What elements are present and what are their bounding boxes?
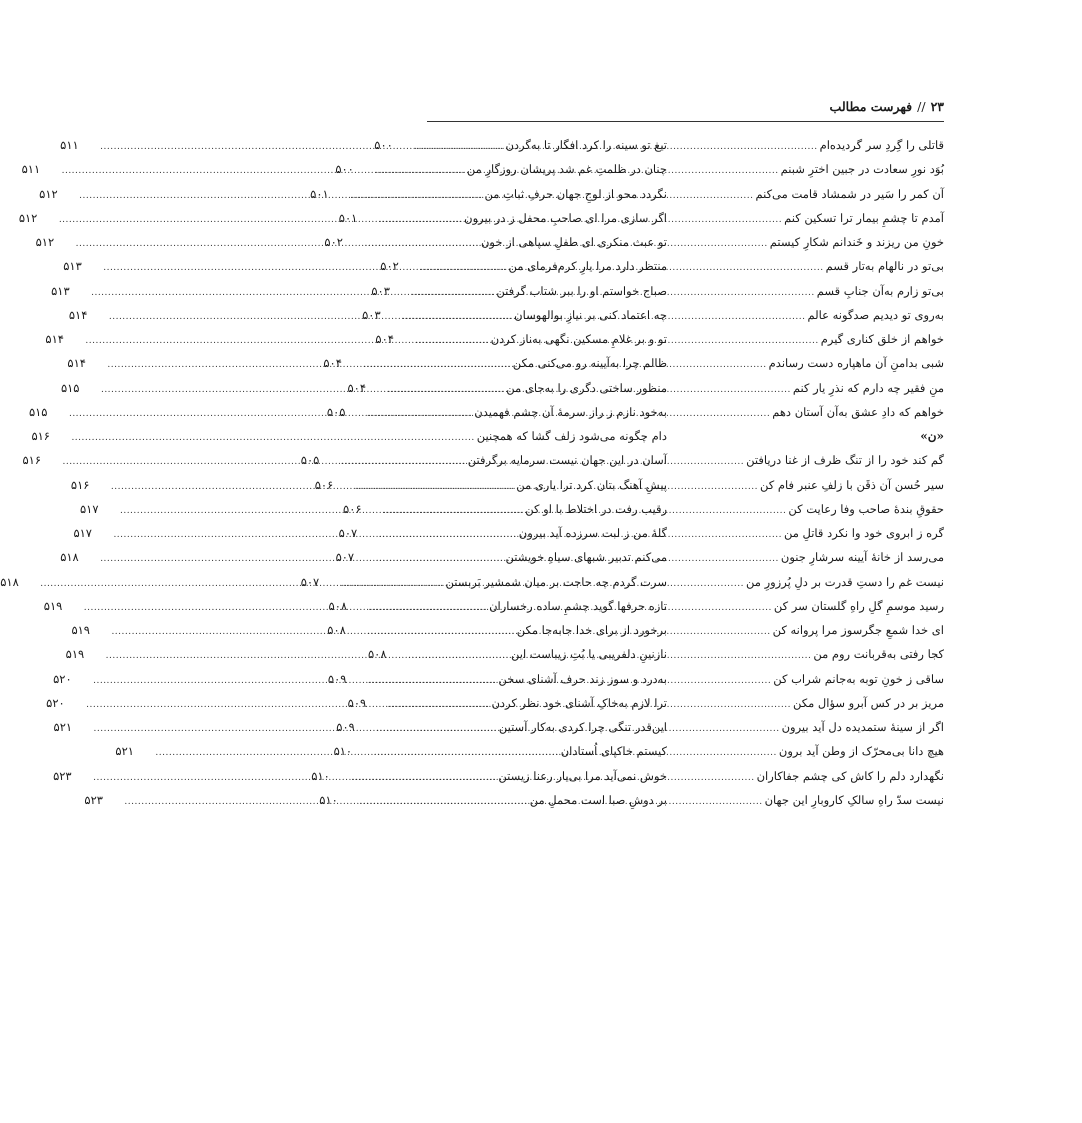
toc-entry-page: ۵۱۶ xyxy=(70,477,90,492)
toc-entry-page: ۵۱۲ xyxy=(39,186,58,201)
toc-entry-page: ۵۰۵ xyxy=(326,404,346,419)
dot-leader xyxy=(109,312,512,322)
dot-leader xyxy=(84,603,487,613)
toc-entry-title: آمدم تا چشمِ بیمار ترا تسکین کنم xyxy=(784,210,944,225)
dot-leader xyxy=(40,579,443,589)
dot-leader xyxy=(155,748,558,758)
toc-entry-title: می‌کنم تدبیر شبهای سیاهِ خویشتن xyxy=(505,550,667,565)
toc-entry-page: ۵۱۷ xyxy=(73,526,92,540)
toc-entry-title: قاتلی را گِردِ سر گردیده‌ام xyxy=(819,138,944,152)
toc-entry-title: رسید موسمِ گلِ راهِ گلستان سر کن xyxy=(773,598,944,613)
toc-entry-title: منتظر دارد مرا یارِ کرم‌فرمای من xyxy=(508,259,667,274)
dot-leader xyxy=(106,651,509,661)
toc-entry-title: می‌رسد از خانهٔ آیینه سرشارِ جنون xyxy=(780,550,944,565)
toc-entry-title: بُوَد نورِ سعادت در جبین اخترِ شبنم xyxy=(780,162,944,177)
toc-entry-page: ۵۱۶ xyxy=(22,453,41,468)
toc-entry[interactable] xyxy=(31,429,667,453)
dot-leader xyxy=(91,288,494,298)
toc-entry-page: ۵۰۴ xyxy=(375,332,394,346)
toc-entry-page: ۵۱۳ xyxy=(51,283,70,298)
toc-entry-page: ۵۲۳ xyxy=(53,768,72,783)
dot-leader xyxy=(79,191,482,201)
toc-entry-title: پیشِ آهنگ بتان کرد ترا یاری من xyxy=(516,477,667,492)
toc-entry-page: ۵۱۲ xyxy=(18,210,38,225)
toc-entry-page: ۵۰۲ xyxy=(380,259,399,274)
toc-entry-page: ۵۱۹ xyxy=(71,623,90,637)
toc-entry-title: گلهٔ من ز لبت سرزده آید بیرون xyxy=(518,526,667,540)
toc-entry-title: تو و بر غلامِ مسکین نگهی به‌ناز کردن xyxy=(490,332,667,346)
toc-entry-page: ۵۰۸ xyxy=(368,647,387,662)
dot-leader xyxy=(62,166,465,176)
toc-entry-page: ۵۱۱ xyxy=(60,138,79,152)
toc-entry-title: سیر حُسن آن ذقَن با زلفِ عنبر فام کن xyxy=(760,477,944,492)
toc-entry-page: ۵۰۵ xyxy=(300,453,320,468)
toc-entry-title: هیچ دانا بی‌محرّک از وطن آید برون xyxy=(778,744,944,759)
toc-entry-title: نیست غم را دستِ قدرت بر دلِ پُرزورِ من xyxy=(746,574,944,589)
toc-entry-title: خواهم از خلق کناری گیرم xyxy=(820,332,944,346)
toc-entry-page: ۵۱۴ xyxy=(45,332,64,346)
toc-entry-page: ۵۰۳ xyxy=(362,307,381,322)
toc-entry-title: به‌درد و سوز زند حرف آشنای سخن xyxy=(498,671,667,686)
toc-entry-title: منظور ساختی دگری را به‌جای من xyxy=(506,380,667,395)
toc-entry-title: تو عبث منکری ای طفلِ سپاهی از خون xyxy=(480,235,667,249)
toc-entry-page: ۵۱۶ xyxy=(31,429,50,443)
dot-leader xyxy=(71,433,474,443)
toc-entry-title: نگردد محو از لوحِ جهان حرفِ ثباتِ من xyxy=(484,186,667,201)
toc-entry-page: ۵۰۰ xyxy=(335,162,354,177)
toc-entry-title: بر دوشِ صبا است محملِ من xyxy=(529,792,667,807)
toc-entry-title: ساقی ز خونِ توبه به‌جانم شراب کن xyxy=(773,671,944,686)
toc-entry-page: ۵۱۹ xyxy=(65,647,85,662)
toc-entry-page: ۵۰۳ xyxy=(371,283,390,298)
dot-leader xyxy=(124,797,527,807)
dot-leader xyxy=(76,239,479,249)
toc-entry-page: ۵۱۴ xyxy=(68,307,88,322)
toc-entry-page: ۵۰۴ xyxy=(347,380,367,395)
dot-leader xyxy=(100,142,503,152)
dot-leader xyxy=(85,336,488,346)
toc-entry-page: ۵۰۶ xyxy=(343,501,362,516)
toc-entry-title: خوش نمی‌آید مرا بی‌یار رعنا زیستن xyxy=(498,768,667,783)
toc-entry-title: منِ فقیر چه دارم که نذرِ یار کنم xyxy=(792,380,944,395)
dot-leader xyxy=(101,385,504,395)
toc-entry-title: به‌خود نازم ز راز سرمهٔ آن چشم فهمیدن xyxy=(474,404,667,419)
toc-entry-page: ۵۰۸ xyxy=(327,623,346,637)
header-rule xyxy=(427,121,944,122)
toc-entry-title: آن کمر را سَیر در شمشاد قامت می‌کنم xyxy=(755,186,944,201)
toc-entry-page: ۵۰۱ xyxy=(338,210,358,225)
toc-entry-title: کجا رفتی به‌قربانت روم من xyxy=(813,647,944,662)
toc-entry-title: اگر سازی مرا ای صاحبِ محفل ز در بیرون xyxy=(464,210,667,225)
dot-leader xyxy=(93,773,496,783)
toc-entry-page: ۵۰۹ xyxy=(347,695,367,710)
toc-entry-title: کیستم خاکپای اُستادان xyxy=(560,744,667,759)
dot-leader xyxy=(59,215,462,225)
toc-entry-page: ۵۱۳ xyxy=(63,259,82,274)
toc-entry-title: دام چگونه می‌شود زلف گشا که همچنین xyxy=(476,429,667,443)
toc-entry-title: آسان در این جهان نیست سرمایه برگرفتن xyxy=(467,453,667,468)
dot-leader xyxy=(62,457,465,467)
toc-entry-page: ۵۱۱ xyxy=(21,162,41,177)
header-separator: // xyxy=(917,98,926,114)
toc-entry-title: خواهم که دادِ عشق به‌آن آستان دهم xyxy=(772,404,944,419)
toc-entry-title: به‌روی تو دیدیم صدگونه عالم xyxy=(807,307,944,322)
toc-entry-page: ۵۱۵ xyxy=(60,380,80,395)
toc-entry-page: ۵۱۴ xyxy=(67,356,86,371)
toc-entry-page: ۵۰۹ xyxy=(336,720,355,734)
toc-entry-page: ۵۰۱ xyxy=(310,186,329,201)
toc-entry-title: گره ز ابروی خود وا نکرد قاتلِ من xyxy=(783,526,944,540)
dot-leader xyxy=(107,360,510,370)
toc-entry-page: ۵۰۷ xyxy=(335,550,355,565)
toc-entry-title: تیغ تو سینه را کرد افگار تا به‌گردن xyxy=(505,138,667,152)
toc-entry-page: ۵۱۰ xyxy=(311,768,330,783)
toc-entry-page: ۵۱۰ xyxy=(333,744,353,759)
dot-leader xyxy=(111,482,514,492)
toc-entry-title: رقیب رفت در اختلاط با او کن xyxy=(525,501,667,516)
toc-entry-title: نیست سدّ راهِ سالکِ کاروبارِ این جهان xyxy=(764,792,944,807)
toc-entry-page: ۵۲۰ xyxy=(53,671,72,686)
toc-entry-page: ۵۰۷ xyxy=(338,526,358,540)
toc-entry-title: ای خدا شمعِ جگرسوز مرا پروانه کن xyxy=(772,623,944,637)
toc-entry-page: ۵۱۹ xyxy=(43,598,63,613)
toc-entry-page: ۵۱۲ xyxy=(35,235,55,249)
toc-entry-page: ۵۱۵ xyxy=(28,404,48,419)
toc-entry-page: ۵۰۲ xyxy=(324,235,343,249)
dot-leader xyxy=(93,676,496,686)
dot-leader xyxy=(111,627,514,637)
toc-entry-title: شبی بدامنِ آن ماهپاره دست رساندم xyxy=(768,356,944,371)
dot-leader xyxy=(103,263,506,273)
toc-entry-title: صباح خواستم او را ببر شتاب گرفتن xyxy=(496,283,667,298)
toc-entry-page: ۵۲۱ xyxy=(115,744,134,759)
toc-entry-title: برخورد از برای خدا جابه‌جا مکن xyxy=(516,623,667,637)
toc-entry-page: ۵۱۸ xyxy=(60,550,79,565)
toc-entry-page: ۵۰۹ xyxy=(327,671,347,686)
toc-entry-title: چنان در ظلمتِ غم شد پریشان روزگارِ من xyxy=(466,162,667,177)
dot-leader xyxy=(113,530,516,540)
toc-entry-title: گم کند خود را از تنگ ظرف از غنا دریافتن xyxy=(746,453,944,468)
toc-entry-title: اگر از سینهٔ ستمدیده دل آید بیرون xyxy=(781,720,944,734)
dot-leader xyxy=(69,409,472,419)
toc-entry-title: نگهدارد دلم را کاش کی چشم جفاکاران xyxy=(756,768,944,783)
dot-leader xyxy=(94,724,497,734)
toc-entry-page: ۵۲۰ xyxy=(46,695,65,710)
toc-entry-page: ۵۰۶ xyxy=(314,477,334,492)
toc-entry-page: ۵۱۷ xyxy=(79,501,99,516)
toc-entry-page: ۵۰۸ xyxy=(328,598,348,613)
toc-entry-title: ظالم چرا به‌آیینه رو می‌کنی مکن xyxy=(512,356,667,371)
toc-entry-title: بی‌تو در نالهام به‌تار قسم xyxy=(825,259,944,274)
toc-entry-title: مریز بر در کس آبرو سؤال مکن xyxy=(792,695,944,710)
toc-entry-title: این‌قدر تنگی چرا کردی به‌کار آستین xyxy=(498,720,667,734)
dot-leader xyxy=(120,506,523,516)
dot-leader xyxy=(100,554,503,564)
toc-entry-page: ۵۰۴ xyxy=(323,356,342,371)
toc-entry-title: نازنینِ دلفریبی یا بُتِ زیباست این xyxy=(510,647,667,662)
dot-leader xyxy=(86,700,489,710)
section-heading: «ن» xyxy=(920,429,944,443)
page-header xyxy=(427,95,944,117)
toc-entry-page: ۵۰۰ xyxy=(374,138,393,152)
page-number: ۲۳ xyxy=(930,98,944,114)
toc-entry-title: تازه حرفها گوید چشمِ ساده رخساران xyxy=(489,598,667,613)
toc-entry-title: ترا لازم به‌خاکِ آشنای خود نظر کردن xyxy=(491,695,667,710)
toc-entry-page: ۵۱۸ xyxy=(0,574,19,589)
toc-entry-page: ۵۲۳ xyxy=(84,792,103,807)
toc-entry-page: ۵۰۷ xyxy=(300,574,320,589)
toc-entry-page: ۵۱۰ xyxy=(319,792,338,807)
page-title: فهرست مطالب xyxy=(829,98,913,114)
toc-entry-page: ۵۲۱ xyxy=(53,720,73,734)
toc-entry-title: بی‌تو زارم به‌آن جنابِ قسم xyxy=(816,283,944,298)
toc-entry-title: سرت گردم چه حاجت بر میان شمشیر بَربستن xyxy=(445,574,667,589)
toc-entry-title: چه اعتماد کنی بر نیازِ بوالهوسان xyxy=(514,307,667,322)
toc-entry-title: حقوقِ بندهٔ صاحب وفا رعایت کن xyxy=(788,501,944,516)
toc-entry-title: خونِ من ریزند و خَندانم شکارِ کیستم xyxy=(769,235,944,249)
